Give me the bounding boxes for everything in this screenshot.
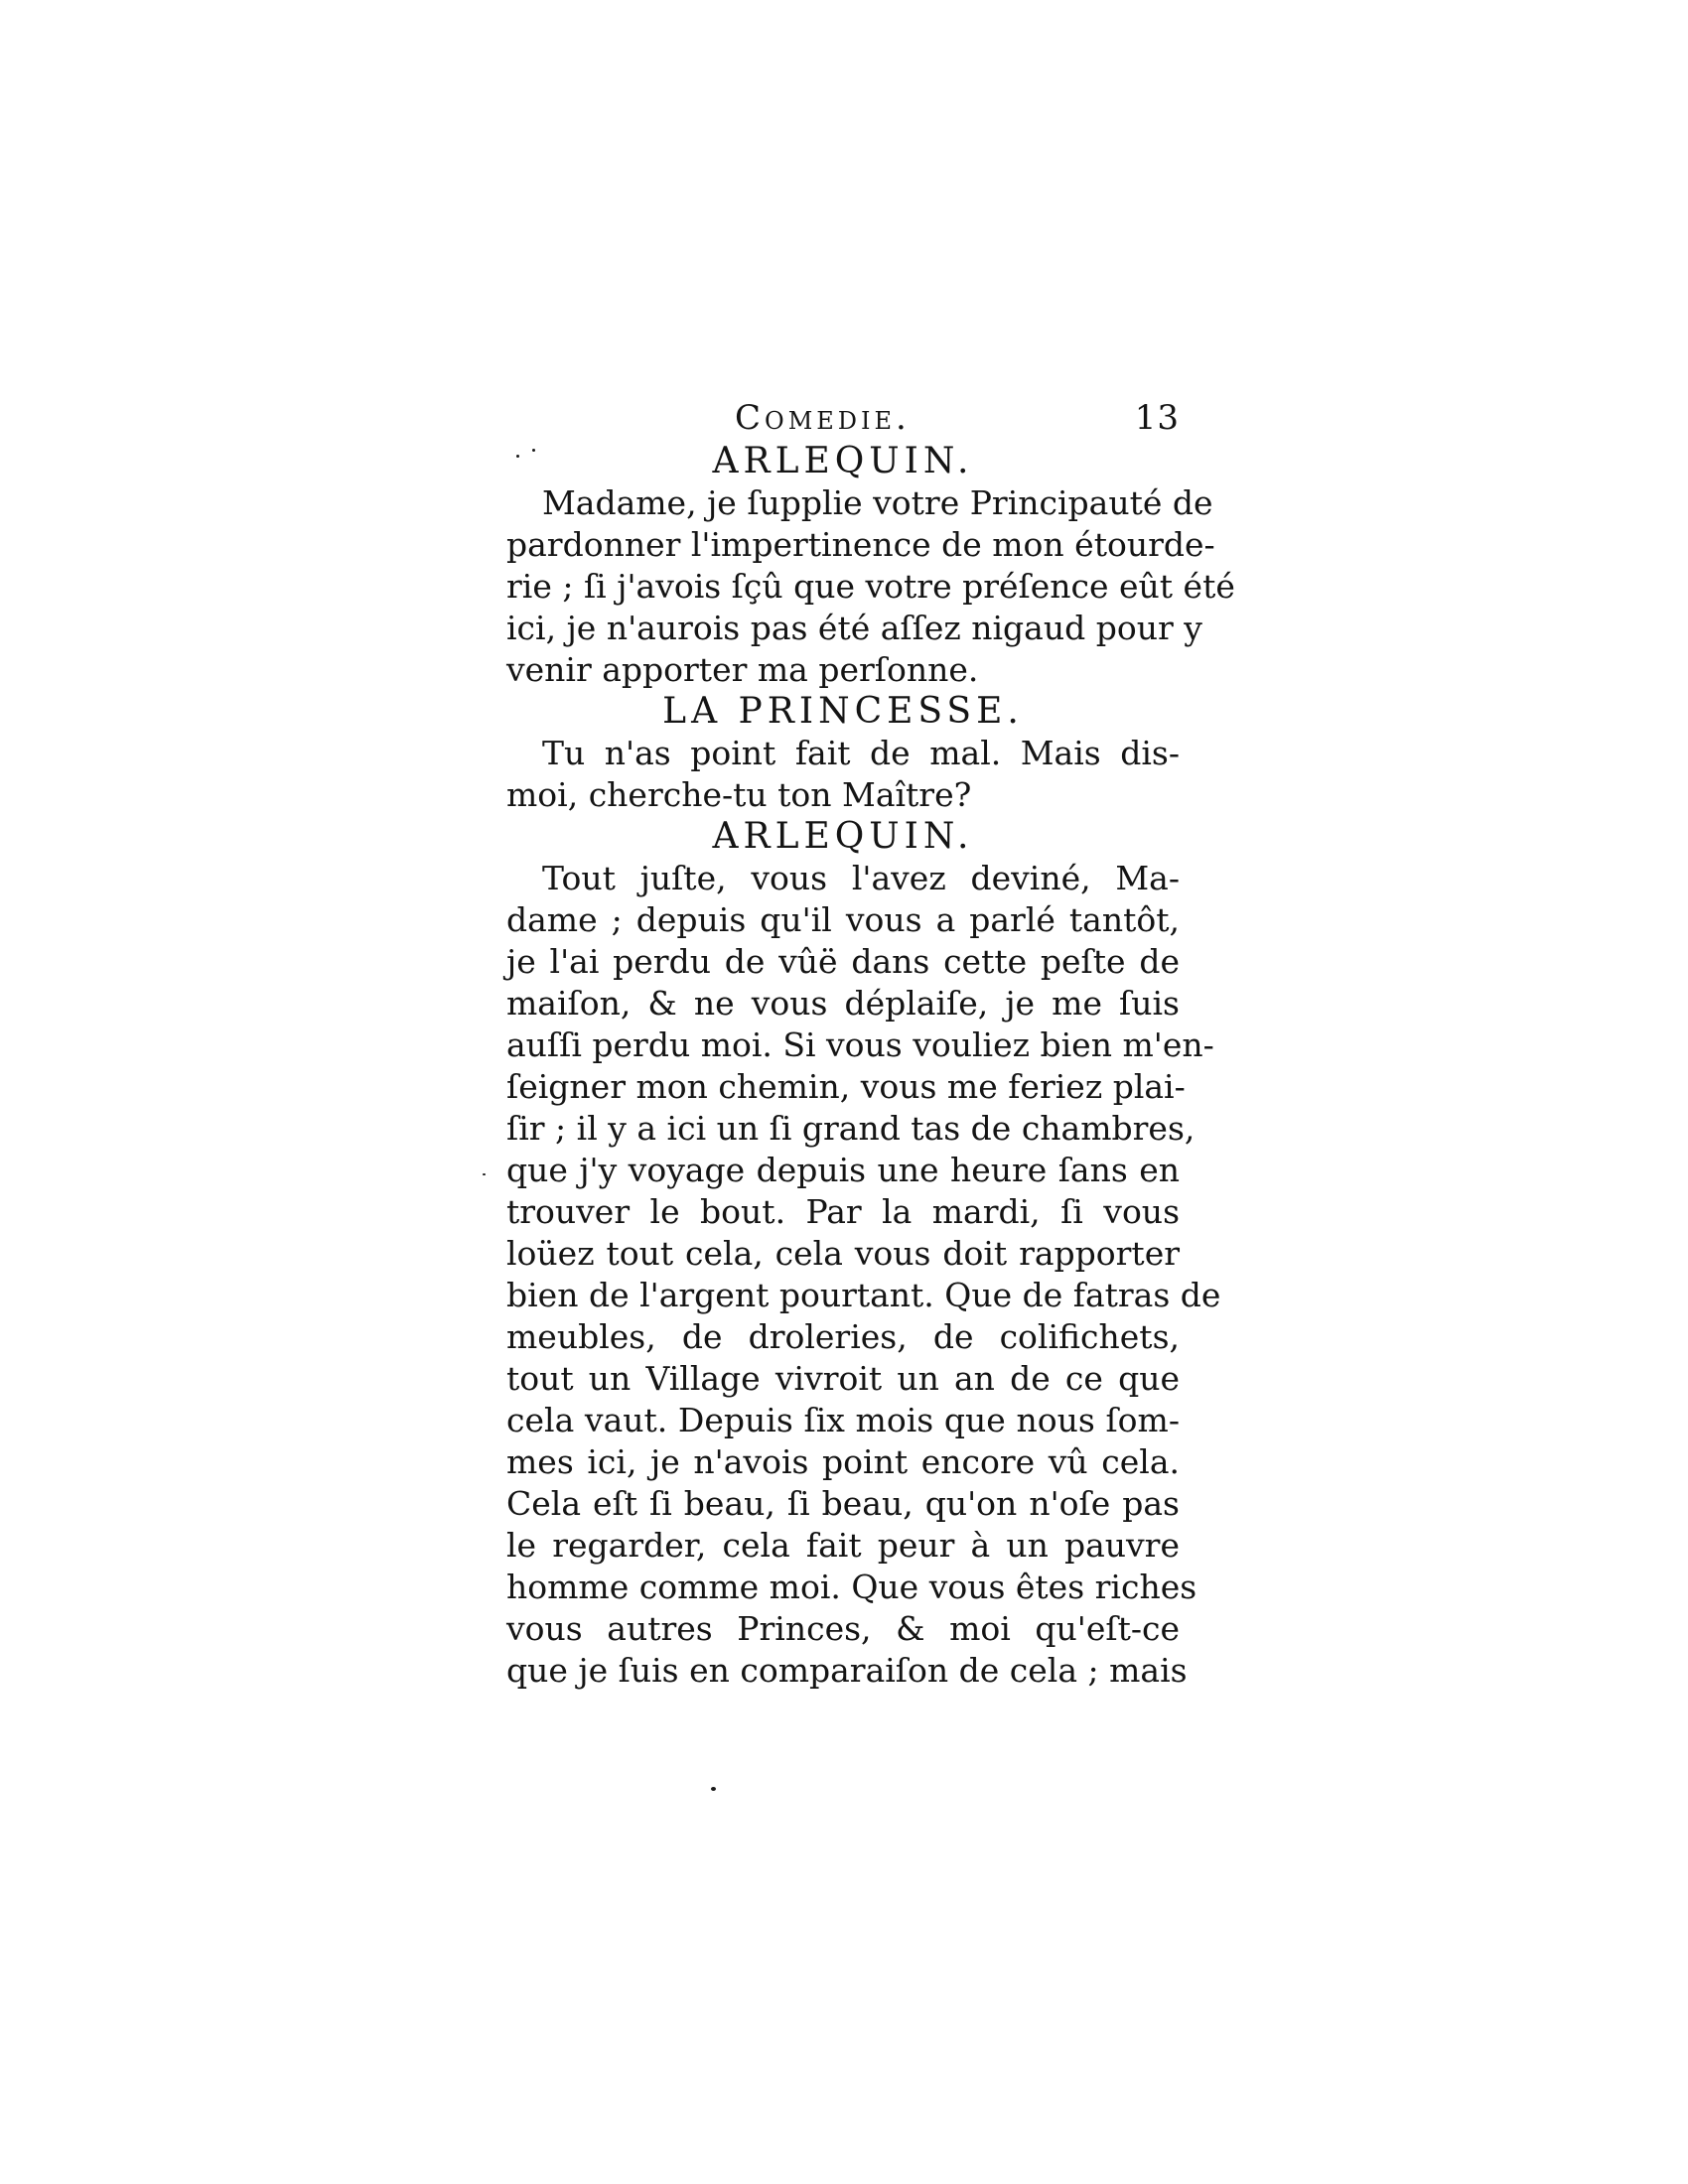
text-line: pardonner l'impertinence de mon étourde- xyxy=(506,525,1215,564)
text-line: vous autres Princes, & moi qu'eſt-ce xyxy=(506,1609,1180,1648)
text-line: le regarder, cela fait peur à un pauvre xyxy=(506,1526,1180,1565)
text-block xyxy=(506,395,1235,1692)
running-head xyxy=(506,395,1180,441)
running-title: Comedie. xyxy=(735,398,911,438)
ink-speck xyxy=(483,1173,486,1175)
text-line: meubles, de droleries, de colifichets, xyxy=(506,1317,1180,1356)
page-number: 13 xyxy=(1134,398,1180,438)
text-line: Tu n'as point fait de mal. Mais dis- xyxy=(542,734,1180,772)
speech-paragraph xyxy=(506,733,1180,816)
text-line: maiſon, & ne vous déplaiſe, je me ſuis xyxy=(506,984,1180,1023)
text-line: je l'ai perdu de vûë dans cette peſte de xyxy=(506,942,1180,981)
text-line: dame ; depuis qu'il vous a parlé tantôt, xyxy=(506,900,1180,939)
speaker-heading: LA PRINCESSE. xyxy=(662,691,1024,732)
text-line: ſeigner mon chemin, vous me feriez plai- xyxy=(506,1067,1186,1106)
text-line: que j'y voyage depuis une heure ſans en xyxy=(506,1151,1180,1189)
text-line: ſir ; il y a ici un ſi grand tas de chambres, xyxy=(506,1109,1196,1148)
text-line: trouver le bout. Par la mardi, ſi vous xyxy=(506,1192,1180,1231)
text-line: venir apporter ma perſonne. xyxy=(506,650,979,689)
text-line: mes ici, je n'avois point encore vû cela. xyxy=(506,1442,1180,1481)
text-line: rie ; ſi j'avois ſçû que votre préſence eût été xyxy=(506,567,1235,606)
text-line: moi, cherche-tu ton Maître? xyxy=(506,775,972,814)
speech-paragraph xyxy=(506,858,1221,1692)
ink-speck xyxy=(516,455,519,458)
text-line: Tout juſte, vous l'avez deviné, Ma- xyxy=(542,859,1180,897)
text-line: homme comme moi. Que vous êtes riches xyxy=(506,1568,1197,1606)
speech-paragraph xyxy=(506,482,1235,691)
speaker-heading: ARLEQUIN. xyxy=(712,441,974,481)
text-line: que je ſuis en comparaiſon de cela ; mais xyxy=(506,1651,1188,1690)
text-line: bien de l'argent pourtant. Que de fatras de xyxy=(506,1276,1221,1314)
text-line: auſſi perdu moi. Si vous vouliez bien m'en- xyxy=(506,1025,1214,1064)
speaker-heading: ARLEQUIN. xyxy=(712,816,974,857)
text-line: ici, je n'aurois pas été aſſez nigaud pour y xyxy=(506,609,1202,647)
text-line: cela vaut. Depuis ſix mois que nous ſom- xyxy=(506,1401,1180,1439)
text-line: tout un Village vivroit un an de ce que xyxy=(506,1359,1180,1398)
text-line: loüez tout cela, cela vous doit rapporter xyxy=(506,1234,1180,1273)
text-line: Cela eſt ſi beau, ſi beau, qu'on n'oſe pas xyxy=(506,1484,1180,1523)
text-line: Madame, je ſupplie votre Principauté de xyxy=(542,483,1213,522)
ink-speck xyxy=(532,449,535,452)
ink-speck xyxy=(711,1787,716,1791)
